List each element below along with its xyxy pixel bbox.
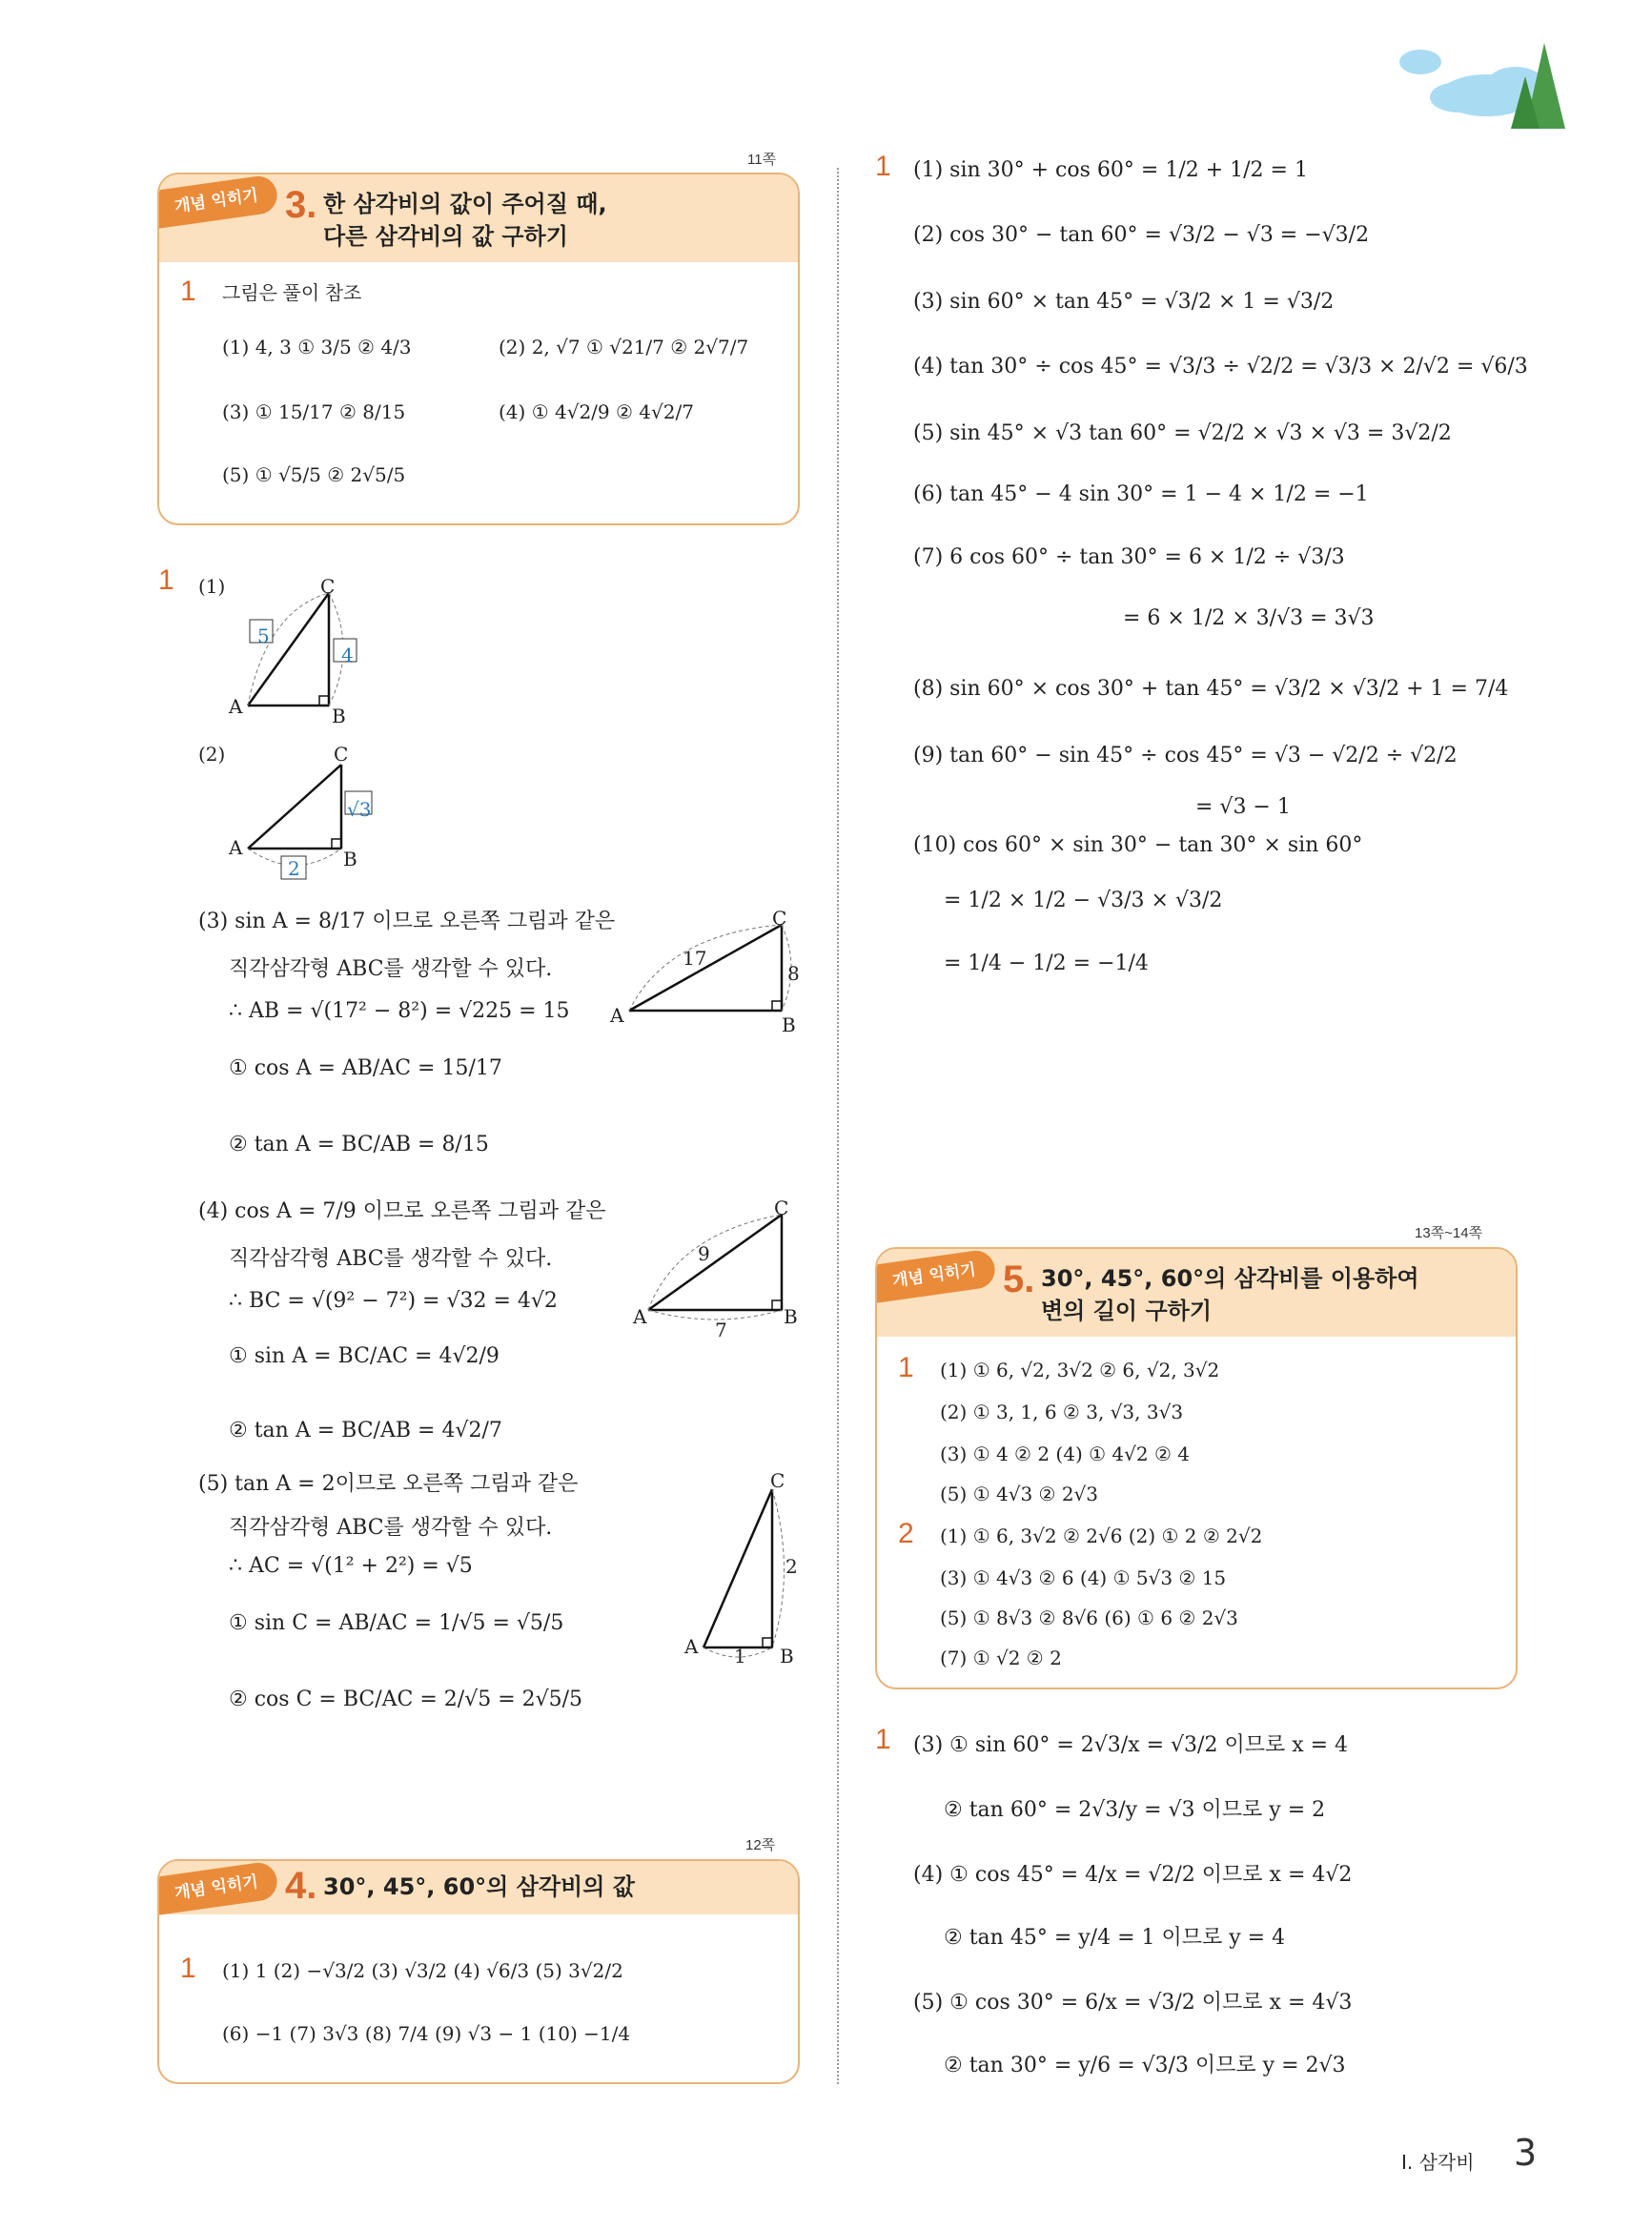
concept-badge: 개념 익히기 — [875, 1248, 997, 1302]
page-ref-11: 11쪽 — [747, 152, 777, 168]
solution-line: (5) ① cos 30° = 6/x = √3/2 이므로 x = 4√3 — [913, 1991, 1353, 2015]
solution-line: (5) sin 45° × √3 tan 60° = √2/2 × √3 × √3 = 3√2/2 — [913, 421, 1452, 445]
solution-line: ② cos C = BC/AC = 2/√5 = 2√5/5 — [229, 1688, 583, 1711]
answer-row: (2) 2, √7 ① √21/7 ② 2√7/7 — [499, 336, 749, 358]
side-label: 5 — [257, 624, 270, 647]
solution-line: ∴ AB = √(17² − 8²) = √225 = 15 — [229, 999, 570, 1023]
solution-line: ② tan 45° = y/4 = 1 이므로 y = 4 — [944, 1926, 1286, 1950]
vertex-label: B — [332, 705, 346, 727]
answer-row: (3) ① 15/17 ② 8/15 — [222, 400, 406, 423]
solution-line: = 1/2 × 1/2 − √3/3 × √3/2 — [944, 889, 1223, 912]
solution-line: ∴ BC = √(9² − 7²) = √32 = 4√2 — [229, 1289, 558, 1313]
solution-line: 직각삼각형 ABC를 생각할 수 있다. — [229, 957, 553, 981]
solution-line: ② tan A = BC/AB = 8/15 — [229, 1133, 489, 1156]
triangle-figure-1 — [229, 572, 381, 725]
answer-row: (5) ① 8√3 ② 8√6 (6) ① 6 ② 2√3 — [940, 1606, 1238, 1629]
answer-row: (5) ① √5/5 ② 2√5/5 — [222, 463, 406, 486]
solution-line: (1) sin 30° + cos 60° = 1/2 + 1/2 = 1 — [913, 158, 1308, 182]
solution-line: ① sin A = BC/AC = 4√2/9 — [229, 1344, 500, 1368]
solution-line: (10) cos 60° × sin 30° − tan 30° × sin 60° — [913, 833, 1363, 857]
side-label: 9 — [698, 1242, 710, 1265]
answer-row: (1) ① 6, √2, 3√2 ② 6, √2, 3√2 — [940, 1359, 1220, 1381]
concept-badge: 개념 익히기 — [157, 174, 279, 228]
vertex-label: A — [684, 1635, 699, 1658]
question-number: 1 — [180, 1953, 196, 1984]
solution-line: = 6 × 1/2 × 3/√3 = 3√3 — [1123, 606, 1375, 630]
column-divider — [837, 168, 839, 2084]
solution-line: (3) sin A = 8/17 이므로 오른쪽 그림과 같은 — [198, 910, 616, 933]
side-label: √3 — [347, 798, 372, 821]
section-title-line2: 변의 길이 구하기 — [1041, 1298, 1212, 1324]
page-ref-12: 12쪽 — [745, 1837, 776, 1853]
section-title-line2: 다른 삼각비의 값 구하기 — [323, 223, 568, 250]
vertex-label: B — [782, 1013, 796, 1036]
answer-row: (5) ① 4√3 ② 2√3 — [940, 1483, 1099, 1505]
concept-box-4 — [157, 1859, 800, 2084]
answer-note: 그림은 풀이 참조 — [222, 283, 362, 304]
solution-line: 직각삼각형 ABC를 생각할 수 있다. — [229, 1247, 553, 1271]
solution-line: (4) cos A = 7/9 이므로 오른쪽 그림과 같은 — [198, 1199, 606, 1223]
section-number: 5. — [1003, 1258, 1035, 1300]
page-ref-13-14: 13쪽~14쪽 — [1415, 1225, 1483, 1241]
vertex-label: C — [774, 1197, 789, 1219]
solution-line: (9) tan 60° − sin 45° ÷ cos 45° = √3 − √2/2 ÷ √2/2 — [913, 744, 1458, 767]
solution-line: (4) tan 30° ÷ cos 45° = √3/3 ÷ √2/2 = √3/3 × 2/√2 = √6/3 — [913, 355, 1528, 378]
question-number: 2 — [898, 1518, 914, 1549]
part-label: (2) — [198, 743, 226, 766]
question-number: 1 — [180, 276, 196, 307]
solution-line: ∴ AC = √(1² + 2²) = √5 — [229, 1554, 473, 1578]
vertex-label: A — [229, 836, 243, 859]
solution-number: 1 — [158, 564, 174, 596]
solution-line: (6) tan 45° − 4 sin 30° = 1 − 4 × 1/2 = −1 — [913, 482, 1369, 506]
side-label: 1 — [734, 1645, 746, 1667]
section-number: 3. — [285, 184, 317, 226]
concept-box-5 — [875, 1247, 1518, 1689]
answer-row: (4) ① 4√2/9 ② 4√2/7 — [499, 400, 694, 423]
answer-row: (1) 4, 3 ① 3/5 ② 4/3 — [222, 336, 412, 358]
solution-line: (3) ① sin 60° = 2√3/x = √3/2 이므로 x = 4 — [913, 1733, 1349, 1757]
side-label: 8 — [787, 962, 800, 985]
solution-line: (7) 6 cos 60° ÷ tan 30° = 6 × 1/2 ÷ √3/3 — [913, 545, 1345, 569]
side-label: 7 — [715, 1319, 727, 1341]
solution-line: (3) sin 60° × tan 45° = √3/2 × 1 = √3/2 — [913, 290, 1335, 314]
concept-badge: 개념 익히기 — [157, 1860, 279, 1914]
page-number: 3 — [1514, 2132, 1538, 2174]
side-label: 2 — [288, 857, 300, 880]
vertex-label: C — [770, 1469, 785, 1492]
side-label: 2 — [785, 1555, 798, 1578]
vertex-label: A — [610, 1004, 624, 1027]
triangle-figure-4 — [629, 1205, 801, 1329]
part-label: (1) — [198, 575, 226, 598]
vertex-label: B — [343, 848, 357, 870]
vertex-label: C — [320, 575, 336, 598]
answer-row: (2) ① 3, 1, 6 ② 3, √3, 3√3 — [940, 1401, 1184, 1423]
solution-line: ① cos A = AB/AC = 15/17 — [229, 1056, 502, 1080]
chapter-label: Ⅰ. 삼각비 — [1401, 2151, 1475, 2174]
solution-line: (8) sin 60° × cos 30° + tan 45° = √3/2 × √3/2 + 1 = 7/4 — [913, 677, 1509, 701]
vertex-label: B — [780, 1645, 794, 1667]
solution-line: ② tan A = BC/AB = 4√2/7 — [229, 1419, 502, 1442]
cloud-tree-decoration — [1382, 38, 1573, 133]
solution-line: ① sin C = AB/AC = 1/√5 = √5/5 — [229, 1611, 564, 1635]
section-title-line1: 30°, 45°, 60°의 삼각비를 이용하여 — [1041, 1265, 1419, 1292]
triangle-figure-3 — [610, 915, 801, 1030]
solution-number: 1 — [875, 151, 891, 182]
answer-row: (1) ① 6, 3√2 ② 2√6 (2) ① 2 ② 2√2 — [940, 1524, 1263, 1547]
solution-line: ② tan 30° = y/6 = √3/3 이므로 y = 2√3 — [944, 2054, 1346, 2077]
answer-row: (1) 1 (2) −√3/2 (3) √3/2 (4) √6/3 (5) 3√2/2 — [222, 1959, 623, 1982]
solution-line: 직각삼각형 ABC를 생각할 수 있다. — [229, 1516, 553, 1540]
vertex-label: C — [772, 907, 787, 930]
vertex-label: A — [229, 695, 243, 718]
section-title-line1: 한 삼각비의 값이 주어질 때, — [323, 191, 607, 217]
solution-line: (2) cos 30° − tan 60° = √3/2 − √3 = −√3/2 — [913, 223, 1370, 247]
solution-line: = √3 − 1 — [1195, 795, 1291, 819]
concept-box-3 — [157, 173, 800, 525]
answer-row: (3) ① 4 ② 2 (4) ① 4√2 ② 4 — [940, 1442, 1190, 1465]
side-label: 17 — [683, 947, 707, 970]
vertex-label: C — [334, 743, 349, 766]
solution-line: = 1/4 − 1/2 = −1/4 — [944, 951, 1149, 975]
question-number: 1 — [898, 1352, 914, 1383]
solution-line: (4) ① cos 45° = 4/x = √2/2 이므로 x = 4√2 — [913, 1863, 1353, 1887]
vertex-label: A — [633, 1305, 647, 1328]
answer-row: (3) ① 4√3 ② 6 (4) ① 5√3 ② 15 — [940, 1566, 1227, 1589]
vertex-label: B — [784, 1305, 798, 1328]
section-number: 4. — [285, 1865, 317, 1907]
solution-line: ② tan 60° = 2√3/y = √3 이므로 y = 2 — [944, 1798, 1326, 1822]
solution-line: (5) tan A = 2이므로 오른쪽 그림과 같은 — [198, 1472, 579, 1496]
side-label: 4 — [341, 644, 354, 666]
solution-number: 1 — [875, 1724, 891, 1755]
answer-row: (6) −1 (7) 3√3 (8) 7/4 (9) √3 − 1 (10) −1/4 — [222, 2022, 631, 2045]
answer-row: (7) ① √2 ② 2 — [940, 1647, 1062, 1669]
section-title: 30°, 45°, 60°의 삼각비의 값 — [323, 1873, 635, 1900]
